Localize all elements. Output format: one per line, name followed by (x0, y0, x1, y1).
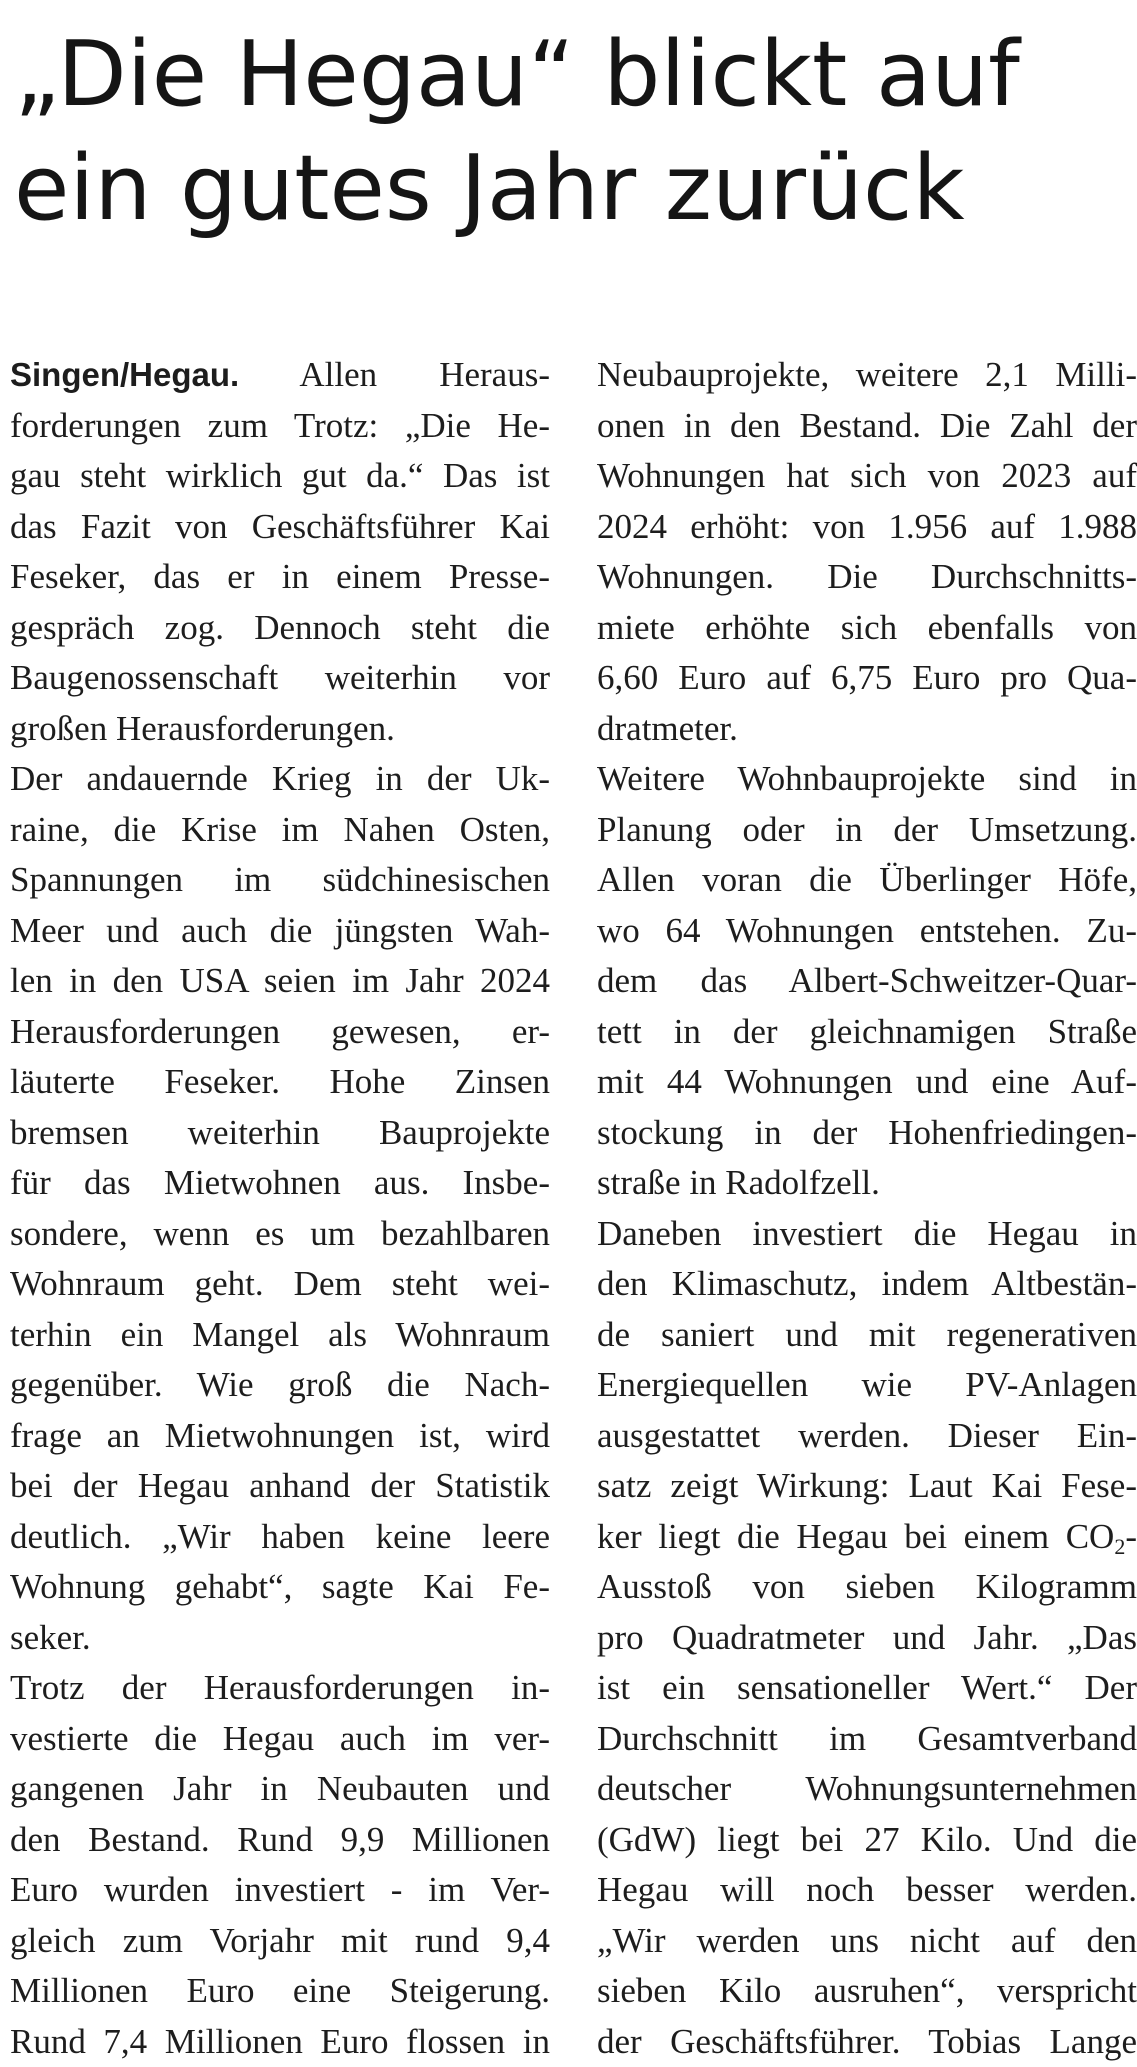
text-line: deutscher Wohnungsunternehmen (597, 1764, 1137, 1815)
text-line: Trotz der Herausforderungen in- (10, 1663, 550, 1714)
text-line: miete erhöhte sich ebenfalls von (597, 603, 1137, 654)
text-line: Neubauprojekte, weitere 2,1 Milli- (597, 350, 1137, 401)
text-line: pro Quadratmeter und Jahr. „Das (597, 1613, 1137, 1664)
text-line: den Bestand. Rund 9,9 Millionen (10, 1815, 550, 1866)
text-line: forderungen zum Trotz: „Die He- (10, 401, 550, 452)
text-line: ist ein sensationeller Wert.“ Der (597, 1663, 1137, 1714)
text-line: wo 64 Wohnungen entstehen. Zu- (597, 906, 1137, 957)
text-line: onen in den Bestand. Die Zahl der (597, 401, 1137, 452)
article-column-left (10, 350, 550, 2067)
text-line: Weitere Wohnbauprojekte sind in (597, 754, 1137, 805)
text-line: bei der Hegau anhand der Statistik (10, 1461, 550, 1512)
text-line: gleich zum Vorjahr mit rund 9,4 (10, 1916, 550, 1967)
text-line: Hegau will noch besser werden. (597, 1865, 1137, 1916)
text-line: tett in der gleichnamigen Straße (597, 1007, 1137, 1058)
article-column-right (597, 350, 1137, 2067)
text-line: Rund 7,4 Millionen Euro flossen in (10, 2017, 550, 2067)
text-line: gespräch zog. Dennoch steht die (10, 603, 550, 654)
headline (14, 18, 1124, 246)
text-line: raine, die Krise im Nahen Osten, (10, 805, 550, 856)
text-line: Wohnungen hat sich von 2023 auf (597, 451, 1137, 502)
text-line: Feseker, das er in einem Presse- (10, 552, 550, 603)
text-line: de saniert und mit regenerativen (597, 1310, 1137, 1361)
text-line: Wohnung gehabt“, sagte Kai Fe- (10, 1562, 550, 1613)
text-line: läuterte Feseker. Hohe Zinsen (10, 1057, 550, 1108)
dateline: Singen/Hegau. (10, 356, 239, 393)
text-line: terhin ein Mangel als Wohnraum (10, 1310, 550, 1361)
co2-subscript: 2 (1114, 1534, 1125, 1559)
headline-line-2: ein gutes Jahr zurück (14, 132, 1124, 246)
text-line: ausgestattet werden. Dieser Ein- (597, 1411, 1137, 1462)
text-line: gangenen Jahr in Neubauten und (10, 1764, 550, 1815)
text-line: Euro wurden investiert - im Ver- (10, 1865, 550, 1916)
text-line: Planung oder in der Umsetzung. (597, 805, 1137, 856)
headline-line-1: „Die Hegau“ blickt auf (14, 18, 1124, 132)
text-line: vestierte die Hegau auch im ver- (10, 1714, 550, 1765)
text-line: das Fazit von Geschäftsführer Kai (10, 502, 550, 553)
text-line: mit 44 Wohnungen und eine Auf- (597, 1057, 1137, 1108)
text-line: Wohnungen. Die Durchschnitts- (597, 552, 1137, 603)
text-line: ker liegt die Hegau bei einem $CO_2-$ (597, 1512, 1137, 1563)
text-line: dem das Albert-Schweitzer-Quar- (597, 956, 1137, 1007)
text-line: „Wir werden uns nicht auf den (597, 1916, 1137, 1967)
text-line: Durchschnitt im Gesamtverband (597, 1714, 1137, 1765)
text-line: sondere, wenn es um bezahlbaren (10, 1209, 550, 1260)
text-line: Wohnraum geht. Dem steht wei- (10, 1259, 550, 1310)
text-line: Herausforderungen gewesen, er- (10, 1007, 550, 1058)
text-line: straße in Radolfzell. (597, 1158, 1137, 1209)
text-line: den Klimaschutz, indem Altbestän- (597, 1259, 1137, 1310)
text-line: 6,60 Euro auf 6,75 Euro pro Qua- (597, 653, 1137, 704)
text-line: sieben Kilo ausruhen“, verspricht (597, 1966, 1137, 2017)
text-line: stockung in der Hohenfriedingen- (597, 1108, 1137, 1159)
text-line: Der andauernde Krieg in der Uk- (10, 754, 550, 805)
text-line: seker. (10, 1613, 550, 1664)
text-line: bremsen weiterhin Bauprojekte (10, 1108, 550, 1159)
text-line: Millionen Euro eine Steigerung. (10, 1966, 550, 2017)
text-line: der Geschäftsführer. Tobias Lange (597, 2017, 1137, 2067)
text-line: Meer und auch die jüngsten Wah- (10, 906, 550, 957)
text-line: Singen/Hegau. Allen Heraus- (10, 350, 550, 401)
text-line: dratmeter. (597, 704, 1137, 755)
text-line: frage an Mietwohnungen ist, wird (10, 1411, 550, 1462)
text-line: gegenüber. Wie groß die Nach- (10, 1360, 550, 1411)
text-line: Ausstoß von sieben Kilogramm (597, 1562, 1137, 1613)
text-line: für das Mietwohnen aus. Insbe- (10, 1158, 550, 1209)
text-line: Allen voran die Überlinger Höfe, (597, 855, 1137, 906)
text-line: großen Herausforderungen. (10, 704, 550, 755)
text-line: deutlich. „Wir haben keine leere (10, 1512, 550, 1563)
text-line: Baugenossenschaft weiterhin vor (10, 653, 550, 704)
text-line: 2024 erhöht: von 1.956 auf 1.988 (597, 502, 1137, 553)
text-line: satz zeigt Wirkung: Laut Kai Fese- (597, 1461, 1137, 1512)
text-line: gau steht wirklich gut da.“ Das ist (10, 451, 550, 502)
text-line: Daneben investiert die Hegau in (597, 1209, 1137, 1260)
text-line: len in den USA seien im Jahr 2024 (10, 956, 550, 1007)
text-line: (GdW) liegt bei 27 Kilo. Und die (597, 1815, 1137, 1866)
text-line: Energiequellen wie PV-Anlagen (597, 1360, 1137, 1411)
text-line: Spannungen im südchinesischen (10, 855, 550, 906)
